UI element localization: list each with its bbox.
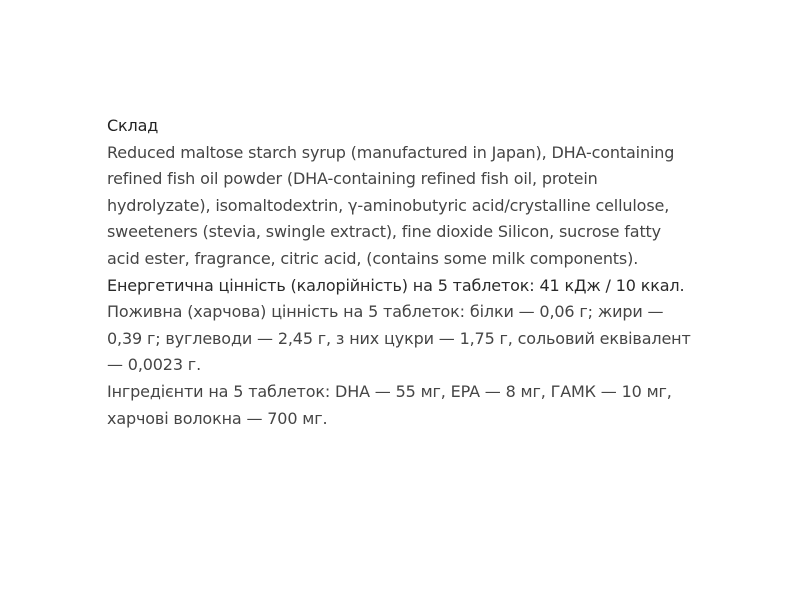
nutritional-value-text: Поживна (харчова) цінність на 5 таблеток: білки — 0,06 г; жири — 0,39 г; вуглеводи — 2,45 г, з них цукри — 1,75 г, сольовий еквівалент — 0,0023 г. — [107, 302, 691, 375]
section-title: Склад — [107, 116, 159, 135]
ingredients-text: Reduced maltose starch syrup (manufactured in Japan), DHA-containing refined fish oil powder (DHA-containing refined fish oil, protein hydrolyzate), isomaltodextrin, γ-aminobutyric acid/crystalline cellulose, sweeteners (stevia, swingle extract), fine dioxide Silicon, sucrose fatty acid ester, fragrance, citric acid, (contains some milk components). — [107, 142, 675, 268]
per-tablet-ingredients-text: Інгредієнти на 5 таблеток: DHA — 55 мг, EPA — 8 мг, ГАМК — 10 мг, харчові волокна — 700 мг. — [107, 381, 672, 428]
energy-value-text: Енергетична цінність (калорійність) на 5 таблеток: 41 кДж / 10 ккал. — [107, 275, 685, 295]
composition-section — [107, 113, 697, 432]
